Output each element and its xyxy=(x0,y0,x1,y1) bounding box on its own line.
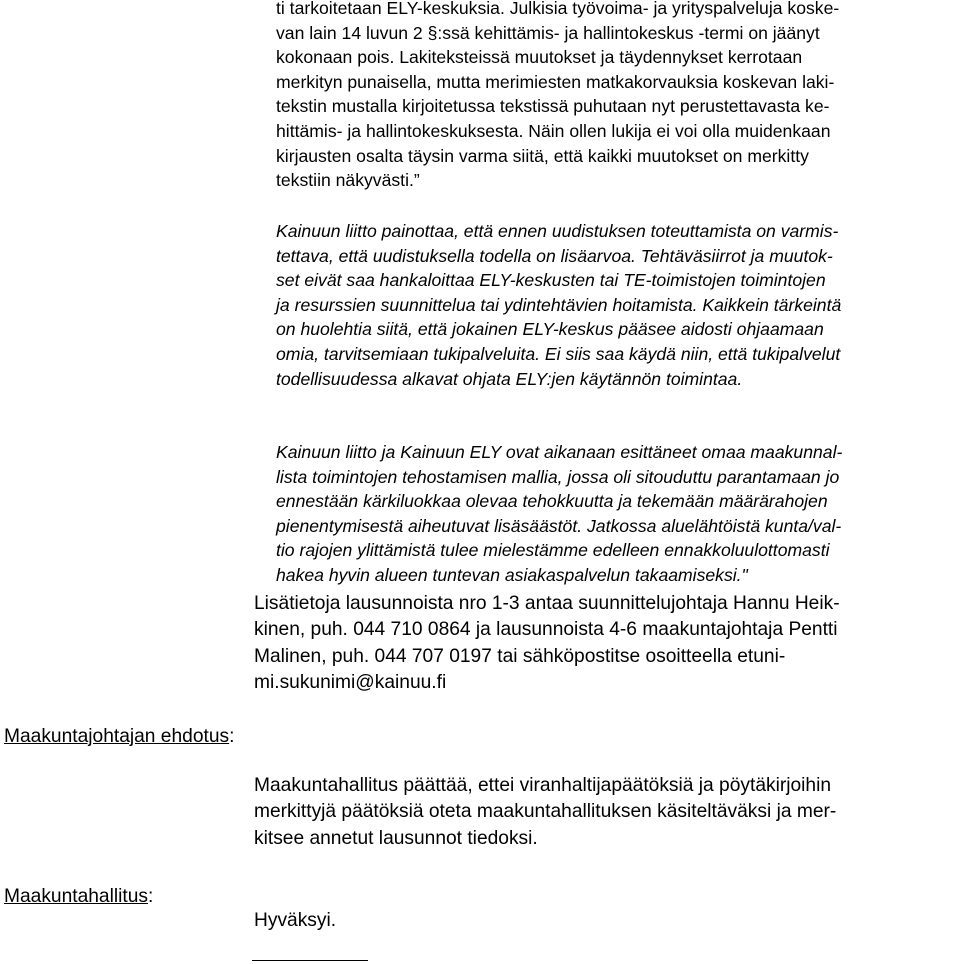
proposal-label xyxy=(4,724,234,750)
text-line: van lain 14 luvun 2 §:ssä kehittämis- ja hallintokeskus -termi on jäänyt xyxy=(276,22,820,43)
text-line: kinen, puh. 044 710 0864 ja lausunnoista 4-6 maakuntajohtaja Pentti xyxy=(254,619,838,641)
text-line: Malinen, puh. 044 707 0197 tai sähköpostitse osoitteella etuni- xyxy=(254,645,786,667)
text-line: Kainuun liitto painottaa, että ennen uudistuksen toteuttamista on varmis- xyxy=(276,221,839,241)
text-line: Kainuun liitto ja Kainuun ELY ovat aikanaan esittäneet omaa maakunnal- xyxy=(276,442,843,462)
text-line: hittämis- ja hallintokeskuksesta. Näin ollen lukija ei voi olla muidenkaan xyxy=(276,120,831,141)
text-line: tekstiin näkyvästi.” xyxy=(276,170,420,191)
board-decision xyxy=(254,908,336,934)
text-line: Lisätietoja lausunnoista nro 1-3 antaa suunnittelujohtaja Hannu Heik- xyxy=(254,593,840,614)
text-line: lista toimintojen tehostamisen mallia, jossa oli sitouduttu parantamaan jo xyxy=(276,466,840,487)
board-label-colon: : xyxy=(148,886,154,907)
text-line: merkityn punaisella, mutta merimiesten matkakorvauksia koskevan laki- xyxy=(276,71,835,92)
text-line: on huolehtia siitä, että jokainen ELY-keskus pääsee aidosti ohjaamaan xyxy=(276,319,824,340)
text-line: ennestään kärkiluokkaa olevaa tehokkuutta ja tekemään määrärahojen xyxy=(276,491,828,512)
text-line: merkittyjä päätöksiä oteta maakuntahallituksen käsiteltäväksi ja mer- xyxy=(254,801,837,823)
text-line: tio rajojen ylittämistä tulee mielestämme edelleen ennakkoluulottomasti xyxy=(276,540,830,561)
text-line: todellisuudessa alkavat ohjata ELY:jen käytännön toimintaa. xyxy=(276,368,743,389)
separator-line xyxy=(252,960,368,961)
text-line: hakea hyvin alueen tuntevan asiakaspalvelun takaamiseksi." xyxy=(276,564,748,585)
text-line: kokonaan pois. Lakiteksteissä muutokset ja täydennykset kerrotaan xyxy=(276,47,803,68)
statement-paragraph-2 xyxy=(276,219,841,391)
decision-text: Hyväksyi. xyxy=(254,910,337,931)
text-line: tettava, että uudistuksella todella on lisäarvoa. Tehtäväsiirrot ja muutok- xyxy=(276,245,833,266)
board-label xyxy=(4,884,153,910)
text-line: ti tarkoitetaan ELY-keskuksia. Julkisia työvoima- ja yrityspalveluja koske- xyxy=(276,0,840,18)
text-line: omia, tarvitsemiaan tukipalveluita. Ei siis saa käydä niin, että tukipalvelut xyxy=(276,343,841,364)
board-label-text: Maakuntahallitus xyxy=(4,886,148,907)
text-line: kitsee annetut lausunnot tiedoksi. xyxy=(254,827,538,849)
statement-paragraph-3 xyxy=(276,440,842,588)
proposal-text xyxy=(254,773,836,852)
text-line: Maakuntahallitus päättää, ettei viranhaltijapäätöksiä ja pöytäkirjoihin xyxy=(254,775,832,796)
text-line: ja resurssien suunnittelua tai ydintehtävien hoitamista. Kaikkein tärkeintä xyxy=(276,294,842,315)
additional-info xyxy=(254,591,840,696)
text-line: mi.sukunimi@kainuu.fi xyxy=(254,671,447,693)
text-line: set eivät saa hankaloittaa ELY-keskusten tai TE-toimistojen toimintojen xyxy=(276,270,826,291)
proposal-label-text: Maakuntajohtajan ehdotus xyxy=(4,726,230,747)
text-line: pienentymisestä aiheutuvat lisäsäästöt. Jatkossa aluelähtöistä kunta/val- xyxy=(276,515,842,536)
statement-paragraph-1 xyxy=(276,0,839,193)
text-line: kirjausten osalta täysin varma siitä, että kaikki muutokset on merkitty xyxy=(276,145,809,166)
proposal-label-colon: : xyxy=(229,726,235,747)
text-line: tekstin mustalla kirjoitetussa tekstissä puhutaan nyt perustettavasta ke- xyxy=(276,96,830,117)
